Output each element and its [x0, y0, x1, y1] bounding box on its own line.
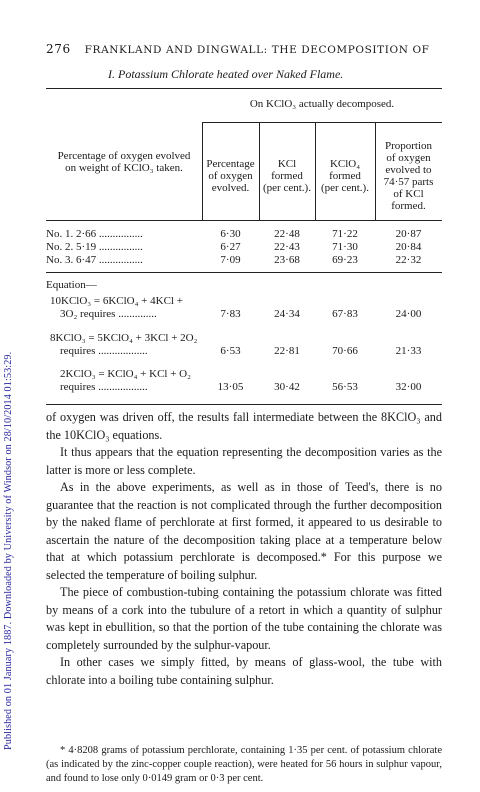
col3-header-line: (per cent.).: [321, 182, 369, 194]
body-text: [46, 409, 442, 689]
col3-header-line: KClO₄: [329, 158, 361, 170]
cell: 22·48: [274, 228, 300, 240]
running-title: FRANKLAND AND DINGWALL: THE DECOMPOSITION OF: [84, 44, 430, 56]
row-label: No. 3. 6·47 ................: [46, 254, 143, 266]
paragraph: The piece of combustion-tubing containing the potassium chlorate was fitted by means of a cork into the tubulure of a retort in which a quantity of sulphur was kept in ebullition, so that the portion of the tube containing the chlorate was completely surrounded by the sulphur-vapour.: [46, 585, 442, 652]
group-header: On KClO₃ actually decomposed.: [249, 98, 395, 110]
col4-header-line: 74·57 parts: [383, 176, 434, 188]
rows-bottom-rule: [46, 272, 442, 273]
section-title: [108, 67, 343, 82]
cell: 20·84: [395, 241, 422, 253]
row-label: No. 2. 5·19 ................: [46, 241, 143, 253]
cell: 22·81: [274, 345, 300, 357]
col2-header-line: formed: [271, 170, 303, 182]
cell: 7·83: [220, 308, 241, 320]
col1-header: [202, 158, 259, 194]
col2-header-line: KCl: [277, 158, 297, 170]
col1-header-line: of oxygen: [208, 170, 253, 182]
col3-header-line: formed: [329, 170, 361, 182]
table-bottom-rule: [46, 404, 442, 405]
col2-header-line: (per cent.).: [263, 182, 311, 194]
equation-line: requires ..................: [60, 345, 148, 357]
cell: 22·32: [395, 254, 422, 266]
running-header: [46, 42, 430, 56]
equation-line: 8KClO₃ = 5KClO₄ + 3KCl + 2O₂: [50, 332, 198, 344]
col4-header-line: formed.: [391, 200, 426, 212]
equation-line: requires ..................: [60, 381, 148, 393]
col4-header: [375, 140, 442, 212]
col0-header-line: on weight of KClO₃ taken.: [65, 162, 183, 174]
cell: 23·68: [274, 254, 300, 266]
cell: 24·34: [274, 308, 300, 320]
col4-header-line: of oxygen: [386, 152, 431, 164]
equation-line: 2KClO₃ = KClO₄ + KCl + O₂: [60, 368, 191, 380]
cell: 7·09: [220, 254, 241, 266]
section-title-text: I. Potassium Chlorate heated over Naked Flame.: [108, 67, 344, 81]
col4-header-line: evolved to: [385, 164, 432, 176]
cell: 21·33: [395, 345, 422, 357]
cell: 71·30: [332, 241, 358, 253]
col3-header: [315, 158, 375, 194]
col2-header: [259, 158, 315, 194]
cell: 30·42: [274, 381, 300, 393]
col4-header-line: Proportion: [384, 140, 433, 152]
cell: 6·27: [220, 241, 241, 253]
cell: 6·30: [220, 228, 241, 240]
cell: 32·00: [395, 381, 422, 393]
paragraph: of oxygen was driven off, the results fall intermediate between the 8KClO₃ and the 10KClO₃ equations.: [46, 410, 442, 442]
equation-heading: Equation—: [46, 279, 97, 291]
cell: 67·83: [332, 308, 358, 320]
col4-header-line: of KCl: [393, 188, 424, 200]
cell: 71·22: [332, 228, 358, 240]
col0-header: [46, 150, 202, 174]
cell: 6·53: [220, 345, 241, 357]
table-top-rule: [46, 88, 442, 89]
row-label: No. 1. 2·66 ................: [46, 228, 143, 240]
cell: 70·66: [332, 345, 358, 357]
paragraph: In other cases we simply fitted, by means of glass-wool, the tube with chlorate into a boiling tube containing sulphur.: [46, 655, 442, 687]
cell: 69·23: [332, 254, 358, 266]
download-watermark-text: Published on 01 January 1887. Downloaded by University of Windsor on 28/10/2014 01:53:29.: [3, 351, 14, 750]
download-watermark: [3, 30, 17, 750]
col1-header-line: evolved.: [211, 182, 250, 194]
cell: 13·05: [217, 381, 244, 393]
page-number: 276: [46, 42, 71, 56]
paragraph: As in the above experiments, as well as in those of Teed's, there is no guarantee that the reaction is not complicated through the further decomposition by the naked flame of perchlorate at first formed, it appeared to us desirable to ascertain the nature of the decomposition taking place at a temperature below that at which potassium perchlorate is decomposed.* For this purpose we selected the temperature of boiling sulphur.: [46, 480, 442, 582]
footnote: * 4·8208 grams of potassium perchlorate, containing 1·35 per cent. of potassium chlorate (as indicated by the zinc-copper couple reaction), were heated for 56 hours in sulphur vapour, and found to lose only 0·0149 gram or 0·3 per cent.: [46, 745, 442, 784]
equation-line: 3O₂ requires ..............: [60, 308, 157, 320]
header-bottom-rule: [46, 220, 442, 221]
group-header-rule: [202, 122, 442, 123]
equation-line: 10KClO₃ = 6KClO₄ + 4KCl +: [50, 295, 183, 307]
cell: 24·00: [395, 308, 422, 320]
cell: 20·87: [395, 228, 422, 240]
col0-header-line: Percentage of oxygen evolved: [57, 150, 191, 162]
paragraph: It thus appears that the equation representing the decomposition varies as the latter is more or less complete.: [46, 445, 442, 477]
cell: 56·53: [332, 381, 358, 393]
col1-header-line: Percentage: [206, 158, 255, 170]
cell: 22·43: [274, 241, 300, 253]
